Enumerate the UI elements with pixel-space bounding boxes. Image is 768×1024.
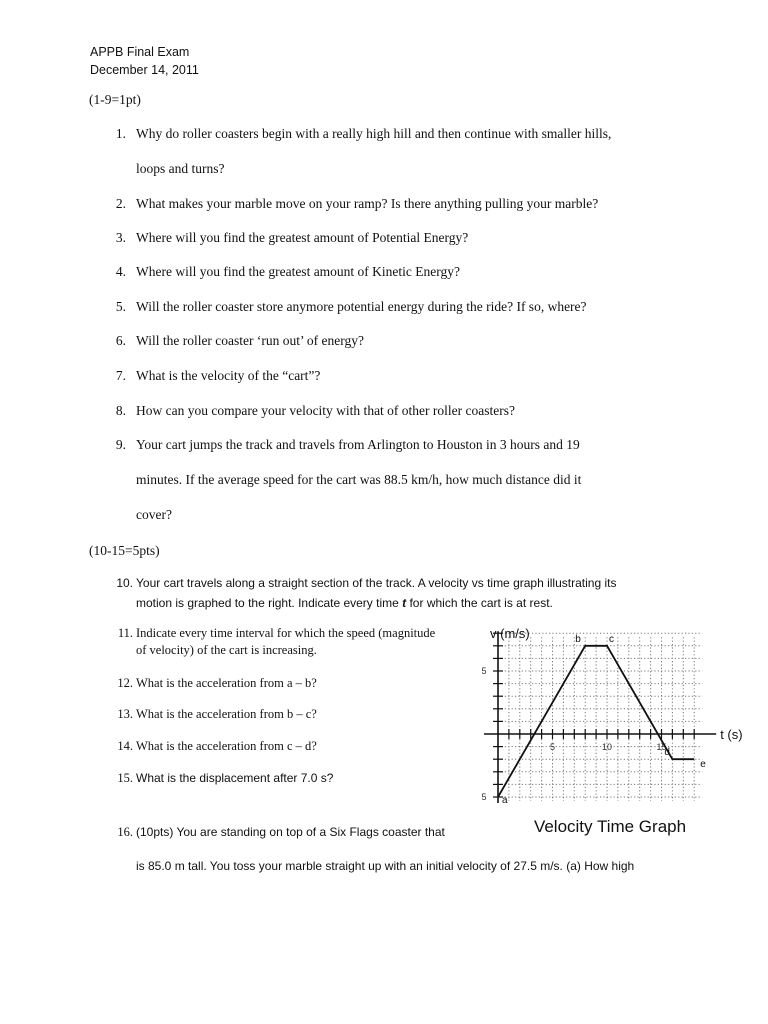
chart-title: Velocity Time Graph (533, 817, 687, 836)
question-number: 7. (115, 368, 126, 383)
point-label-d: d (664, 747, 670, 759)
question-number: 2. (115, 196, 126, 211)
question-number: 13. (117, 707, 133, 721)
point-label-c: c (609, 633, 614, 645)
question-number: 11. (117, 626, 133, 640)
question-number: 1. (115, 126, 126, 141)
question-6-line-1: Will the roller coaster ‘run out’ of energy? (136, 333, 364, 348)
question-12 (109, 676, 317, 691)
question-text: What is the acceleration from a – b? (136, 676, 317, 690)
question-text: What is the acceleration from b – c? (136, 707, 317, 721)
variable-t: t (402, 596, 407, 610)
section-heading-2: (10-15=5pts) (89, 543, 160, 558)
question-15 (109, 771, 334, 786)
question-9-line-2: minutes. If the average speed for the cart was 88.5 km/h, how much distance did it (136, 472, 582, 487)
question-text: for which the cart is at rest. (406, 596, 553, 610)
question-text: Indicate every time interval for which the speed (magnitude (136, 626, 436, 640)
question-1-line-2: loops and turns? (136, 161, 225, 176)
question-11-line2: of velocity) of the cart is increasing. (136, 643, 317, 657)
chart-svg (470, 622, 750, 840)
question-11 (109, 626, 436, 641)
question-number: 8. (115, 403, 126, 418)
exam-title: APPB Final Exam (90, 45, 190, 59)
y-tick-label: 5 (481, 666, 487, 676)
question-text: What is the acceleration from c – d? (136, 739, 317, 753)
section-heading-1: (1-9=1pt) (89, 92, 141, 107)
question-4-line-1: Where will you find the greatest amount of Kinetic Energy? (136, 264, 461, 279)
question-14 (109, 739, 317, 754)
x-tick-label: 15 (656, 742, 667, 752)
question-text: What is the displacement after 7.0 s? (136, 771, 334, 785)
question-number: 14. (117, 739, 133, 753)
question-2-line-1: What makes your marble move on your ramp? Is there anything pulling your marble? (136, 196, 599, 211)
question-number: 15. (117, 771, 133, 785)
question-number: 5. (115, 299, 126, 314)
point-label-a: a (502, 795, 508, 806)
x-tick-label: 10 (601, 742, 613, 752)
question-number: 9. (115, 437, 126, 452)
point-label-b: b (575, 633, 581, 645)
velocity-time-graph (470, 622, 750, 840)
question-text: motion is graphed to the right. Indicate every time (136, 596, 403, 610)
x-axis-label: t (s) (720, 727, 743, 742)
question-5-line-1: Will the roller coaster store anymore potential energy during the ride? If so, where? (136, 299, 587, 314)
question-13 (109, 707, 317, 722)
question-text: Your cart travels along a straight section of the track. A velocity vs time graph illustrating its (136, 576, 617, 590)
question-number: 4. (115, 264, 126, 279)
question-10 (109, 576, 617, 590)
question-number: 10. (116, 576, 133, 590)
question-16-line2: is 85.0 m tall. You toss your marble straight up with an initial velocity of 27.5 m/s. (a) How high (136, 859, 635, 873)
exam-date: December 14, 2011 (90, 63, 199, 77)
point-label-e: e (700, 759, 706, 771)
question-10-line2 (136, 596, 553, 610)
question-8-line-1: How can you compare your velocity with that of other roller coasters? (136, 403, 515, 418)
question-3-line-1: Where will you find the greatest amount of Potential Energy? (136, 230, 469, 245)
question-9-line-3: cover? (136, 507, 172, 522)
y-axis-label: v (m/s) (490, 626, 530, 641)
question-1-line-1: Why do roller coasters begin with a really high hill and then continue with smaller hills, (136, 126, 612, 141)
x-tick-label: 5 (549, 742, 556, 752)
y-tick-label: 5 (481, 792, 487, 802)
question-text: (10pts) You are standing on top of a Six Flags coaster that (136, 825, 445, 839)
question-7-line-1: What is the velocity of the “cart”? (136, 368, 321, 383)
question-number: 3. (115, 230, 126, 245)
question-number: 12. (117, 676, 133, 690)
question-9-line-1: Your cart jumps the track and travels from Arlington to Houston in 3 hours and 19 (136, 437, 580, 452)
question-number: 6. (115, 333, 126, 348)
question-16 (109, 825, 445, 840)
question-number: 16. (117, 825, 133, 839)
